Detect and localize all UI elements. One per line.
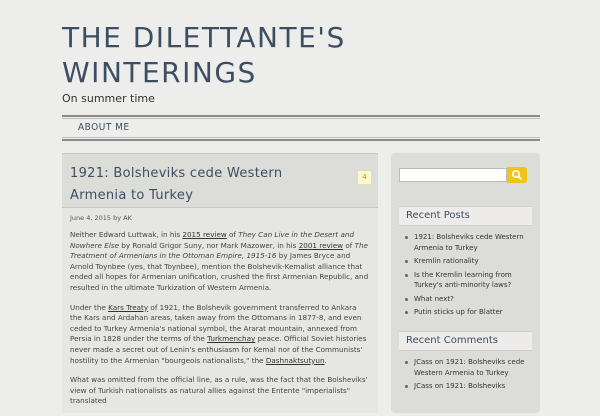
text-run: of [343, 240, 355, 250]
post-by: by [113, 214, 122, 222]
text-run: by James Bryce and Arnold Toynbee (yes, that Toynbee), mention the Bolshevik-Kemalist alliance that ended all hopes for Armenian unification, crushed the first Armenian Republic, and resulted in the ultimate Turkization of Western Armenia. [70, 251, 369, 292]
comment-count-badge[interactable]: 4 [357, 170, 372, 185]
text-run: . [324, 355, 327, 365]
text-run: Neither Edward Luttwak, in his [70, 230, 183, 239]
text-run: peace. Official Soviet histories never made a secret out of Lenin's enthusiasm for Kemal nor of the Communists' hostility to the Armenian "bourgeois nationalists," the [70, 334, 367, 365]
post-meta [70, 214, 132, 222]
nav-divider-top [62, 115, 540, 119]
recent-posts-list [400, 232, 532, 321]
text-run: Under the [70, 302, 109, 312]
search-input[interactable] [399, 168, 507, 182]
nav-divider-bottom [62, 137, 540, 141]
link-2015-review[interactable]: 2015 review [182, 230, 227, 239]
recent-comment-item[interactable]: JCass on 1921: Bolsheviks [400, 381, 532, 392]
recent-comment-item[interactable]: JCass on 1921: Bolsheviks cede Western Armenia to Turkey [400, 357, 532, 378]
recent-post-item[interactable]: 1921: Bolsheviks cede Western Armenia to Turkey [400, 232, 532, 253]
link-2001-review[interactable]: 2001 review [298, 240, 344, 250]
post-body [70, 230, 370, 416]
recent-comments-title: Recent Comments [399, 331, 532, 351]
recent-posts-title: Recent Posts [399, 206, 532, 226]
recent-post-item[interactable]: Is the Kremlin learning from Turkey's anti-minority laws? [400, 270, 532, 291]
book-title: The Treatment of Armenians in the Ottoman Empire, 1915-16 [70, 240, 368, 261]
book-title: They Can Live in the Desert and Nowhere Else [70, 230, 355, 250]
recent-post-item[interactable]: Putin sticks up for Blatter [400, 307, 532, 318]
post-header [62, 153, 378, 208]
site-tagline: On summer time [62, 92, 155, 105]
search-button[interactable] [507, 167, 527, 183]
nav-item-about-me[interactable]: ABOUT ME [78, 122, 130, 133]
text-run: of [226, 230, 239, 239]
post-paragraph [70, 230, 370, 294]
search-icon [507, 167, 527, 183]
site-title[interactable]: THE DILETTANTE'S WINTERINGS [62, 21, 346, 89]
post-title[interactable]: 1921: Bolsheviks cede Western Armenia to Turkey [70, 166, 283, 203]
text-run: of 1921, the Bolshevik government transferred to Ankara the Kars and Ardahan areas, taken away from the Ottomans in 1877-8, and even ceded to Turkey Armenia's national symbol, the Ararat mountain, annexed from Persia in 1828 under the terms of the [70, 302, 362, 344]
link-dashnaktsutyun[interactable]: Dashnaktsutyun [265, 355, 325, 365]
post-date[interactable]: June 4, 2015 [70, 214, 112, 222]
post-paragraph [70, 303, 370, 367]
link-kars-treaty[interactable]: Kars Treaty [108, 302, 149, 312]
post-author[interactable]: AK [123, 214, 132, 222]
recent-post-item[interactable]: Kremlin rationality [400, 256, 532, 267]
post-paragraph: What was omitted from the official line, as a rule, was the fact that the Bolsheviks' view of Turkish nationalists as natural allies against the Entente "imperialists" translated [70, 375, 368, 406]
link-turkmenchay[interactable]: Turkmenchay [207, 334, 256, 344]
recent-comments-list [400, 357, 532, 395]
text-run: by Ronald Grigor Suny, nor Mark Mazower, in his [119, 240, 299, 250]
recent-post-item[interactable]: What next? [400, 294, 532, 305]
